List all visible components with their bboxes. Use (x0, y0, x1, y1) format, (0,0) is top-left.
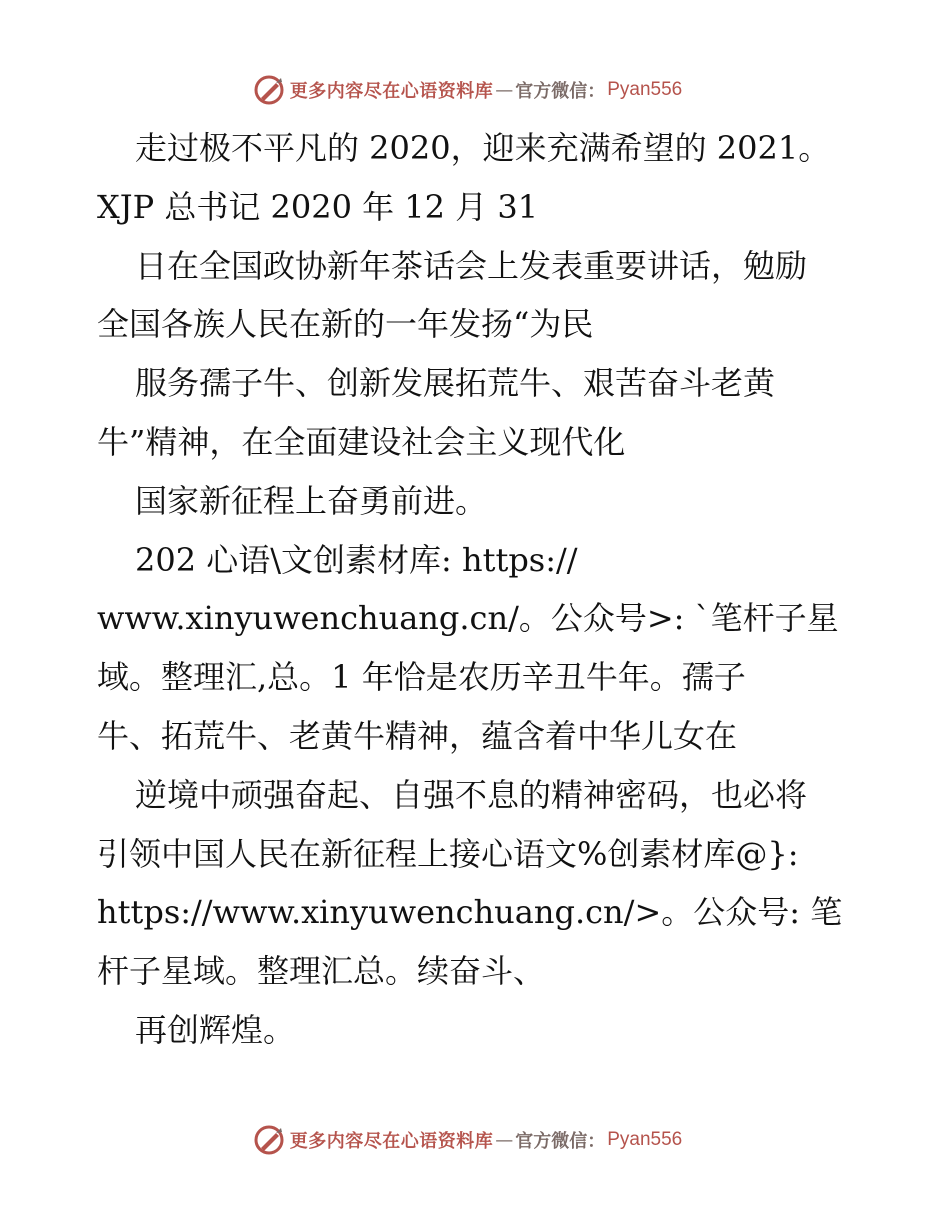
header-banner (0, 70, 950, 110)
body-line: XJP 总书记 2020 年 12 月 31 (97, 187, 539, 226)
body-line: 再创辉煌。 (135, 1010, 296, 1049)
body-line: 走过极不平凡的 2020，迎来充满希望的 2021。 (135, 129, 831, 167)
banner-label: 官方微信： (515, 81, 606, 102)
body-line: 牛”精神，在全面建设社会主义现代化 (97, 422, 626, 461)
banner-label: 官方微信： (515, 1131, 606, 1152)
document-body (97, 124, 877, 1065)
banner-separator: — (495, 1129, 514, 1151)
body-line: 杆子星域。整理汇总。续奋斗、 (97, 952, 546, 991)
quill-logo-icon (252, 73, 286, 107)
body-line: 逆境中顽强奋起、自强不息的精神密码，也必将 (135, 775, 808, 814)
body-line: 服务孺子牛、创新发展拓荒牛、艰苦奋斗老黄 (135, 364, 776, 403)
body-line: 牛、拓荒牛、老黄牛精神，蕴含着中华儿女在 (97, 716, 738, 755)
body-line: www.xinyuwenchuang.cn/。公众号>: `笔杆子星 (97, 599, 839, 638)
banner-separator: — (495, 79, 514, 101)
banner-main-text: 更多内容尽在心语资料库 (289, 81, 494, 102)
body-line: 202 心语\文创素材库: https:// (135, 540, 578, 579)
body-line: 域。整理汇,总。1 年恰是农历辛丑牛年。孺子 (97, 658, 746, 697)
body-line: 引领中国人民在新征程上接心语文%创素材库@}: (97, 834, 799, 873)
banner-wechat-id: Pyan556 (607, 79, 683, 100)
banner-main-text: 更多内容尽在心语资料库 (289, 1131, 494, 1152)
body-line: 日在全国政协新年茶话会上发表重要讲话，勉励 (135, 246, 808, 285)
footer-banner (0, 1120, 950, 1160)
body-line: 全国各族人民在新的一年发扬“为民 (97, 305, 594, 344)
body-line: 国家新征程上奋勇前进。 (135, 481, 488, 520)
body-line: https://www.xinyuwenchuang.cn/>。公众号: 笔 (97, 893, 843, 932)
banner-wechat-id: Pyan556 (607, 1129, 683, 1150)
footer-banner-content (252, 1123, 683, 1157)
header-banner-content (252, 73, 683, 107)
quill-logo-icon (252, 1123, 286, 1157)
